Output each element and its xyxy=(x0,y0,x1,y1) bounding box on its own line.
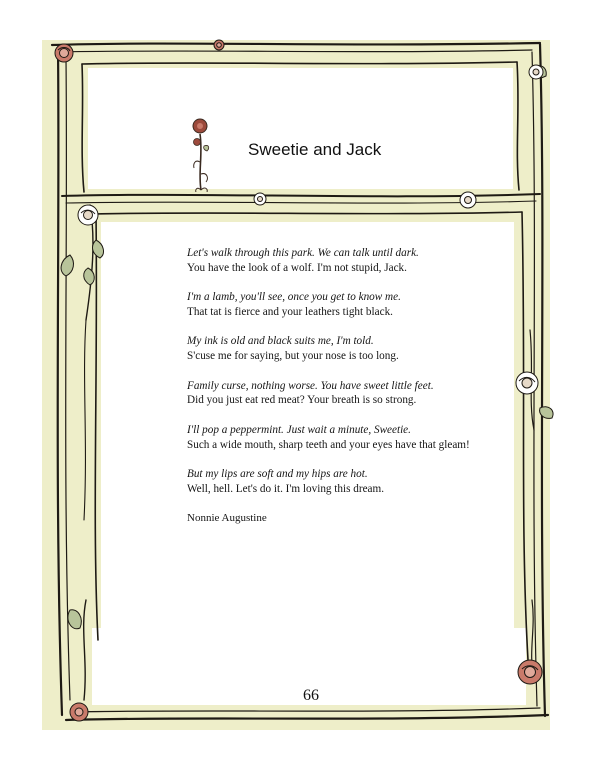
poem-line-sweetie: But my lips are soft and my hips are hot. xyxy=(187,467,368,480)
stanza xyxy=(187,379,507,409)
rose-sprig-icon xyxy=(186,112,216,192)
stanza xyxy=(187,423,507,453)
author-name: Nonnie Augustine xyxy=(187,512,267,525)
poem-line-jack: S'cuse me for saying, but your nose is too long. xyxy=(187,350,399,363)
poem-line-sweetie: Family curse, nothing worse. You have sweet little feet. xyxy=(187,379,434,392)
poem-line-jack: Did you just eat red meat? Your breath is so strong. xyxy=(187,394,417,407)
stanza xyxy=(187,334,507,364)
poem-body xyxy=(187,246,507,526)
poem-line-sweetie: My ink is old and black suits me, I'm told. xyxy=(187,335,374,348)
poem-line-jack: Such a wide mouth, sharp teeth and your eyes have that gleam! xyxy=(187,438,470,451)
poem-line-sweetie: I'll pop a peppermint. Just wait a minute, Sweetie. xyxy=(187,423,411,436)
poem-line-sweetie: Let's walk through this park. We can talk until dark. xyxy=(187,247,419,259)
poem-line-sweetie: I'm a lamb, you'll see, once you get to know me. xyxy=(187,291,401,304)
stanza xyxy=(187,246,507,276)
poem-line-jack: You have the look of a wolf. I'm not stupid, Jack. xyxy=(187,261,407,274)
poem-line-jack: That tat is fierce and your leathers tight black. xyxy=(187,305,393,318)
poem-line-jack: Well, hell. Let's do it. I'm loving this dream. xyxy=(187,482,385,495)
stanza xyxy=(187,467,507,497)
poem-title: Sweetie and Jack xyxy=(248,140,382,159)
page-number: 66 xyxy=(303,687,319,704)
stanza xyxy=(187,290,507,320)
